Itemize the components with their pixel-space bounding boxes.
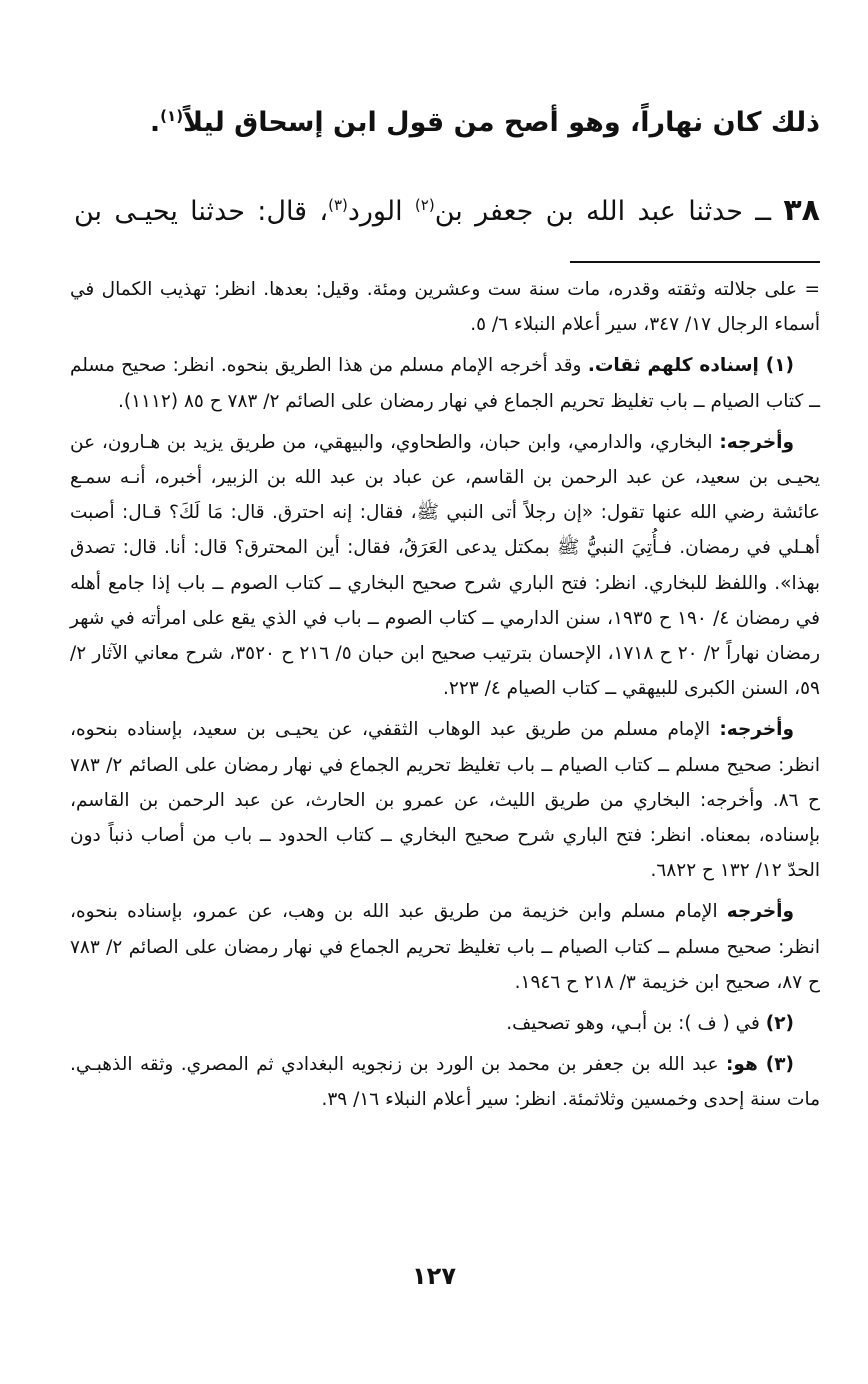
- footnote-ref-1: (١): [160, 107, 184, 125]
- footnote-continuation: = على جلالته وثقته وقدره، مات سنة ست وعشرين ومئة. وقيل: بعدها. انظر: تهذيب الكمال في أسماء الرجال ١٧/ ٣٤٧، سير أعلام النبلاء ٦/ ٥.: [70, 279, 820, 336]
- footnote-2: (٢) في ( ف ): بن أبـي، وهو تصحيف.: [506, 1013, 794, 1035]
- footnote-1-takhrij-c: وأخرجه الإمام مسلم وابن خزيمة من طريق عبد الله بن وهب، عن عمرو، بإسناده بنحوه، انظر: صحيح مسلم ــ كتاب الصيام ــ باب تغليظ تحريم الجماع في نهار رمضان على الصائم ٢/ ٧٨٣ ح ٨٧، صحيح ابن خزيمة ٣/ ٢١٨ ح ١٩٤٦.: [70, 901, 820, 993]
- footnotes-section: [70, 272, 820, 1124]
- footnote-1-takhrij-b: وأخرجه: الإمام مسلم من طريق عبد الوهاب الثقفي، عن يحيـى بن سعيد، بإسناده بنحوه، انظر: صحيح مسلم ــ كتاب الصيام ــ باب تغليظ تحريم الجماع في نهار رمضان على الصائم ٢/ ٧٨٣ ح ٨٦. وأخرجه: البخاري من طريق الليث، عن عمرو بن الحارث، عن عبد الرحمن بن القاسم، بإسناده، بمعناه. انظر: فتح الباري شرح صحيح البخاري ــ كتاب الحدود ــ باب من أصاب ذنباً دون الحدّ ١٢/ ١٣٢ ح ٦٨٢٢.: [70, 719, 820, 882]
- hadith-number: ٣٨: [783, 193, 820, 228]
- page-number: ١٢٧: [412, 1262, 456, 1290]
- main-text-period: .: [149, 107, 161, 138]
- footnote-separator: [570, 261, 820, 263]
- footnote-1: (١) إسناده كلهم ثقات. وقد أخرجه الإمام مسلم من هذا الطريق بنحوه. انظر: صحيح مسلم ــ كتاب الصيام ــ باب تغليظ تحريم الجماع في نهار رمضان على الصائم ٢/ ٧٨٣ ح ٨٥ (١١١٢).: [70, 355, 820, 412]
- hadith-text-a: ــ حدثنا عبد الله بن جعفر بن: [434, 196, 772, 227]
- hadith-38-opening: [74, 188, 820, 235]
- main-text-line-1: [74, 100, 820, 146]
- hadith-text-b: الورد: [347, 196, 415, 227]
- footnote-ref-2: (٢): [414, 196, 435, 214]
- main-text-sentence: ذلك كان نهاراً، وهو أصح من قول ابن إسحاق ليلاً: [183, 107, 820, 138]
- footnote-1-takhrij-a: وأخرجه: البخاري، والدارمي، وابن حبان، والطحاوي، والبيهقي، من طريق يزيد بن هـارون، عن يحيـى بن سعيد، عن عبد الرحمن بن القاسم، عن عباد بن عبد الله بن الزبير، أخبره، أنـه سمـع عائشة رضي الله عنها تقول: «إن رجلاً أتى النبي ﷺ، فقال: إنه احترق. قال: مَا لَكَ؟ قـال: أصبت أهـلي في رمضان. فـأُتِيَ النبيُّ ﷺ بمكتل يدعى العَرَقُ، فقال: أين المحترق؟ قال: أنا. قال: تصدق بهذا». واللفظ للبخاري. انظر: فتح الباري شرح صحيح البخاري ــ كتاب الصوم ــ باب إذا جامع أهله في رمضان ٤/ ١٩٠ ح ١٩٣٥، سنن الدارمي ــ كتاب الصوم ــ باب في الذي يقع على امرأته في شهر رمضان نهاراً ٢/ ٢٠ ح ١٧١٨، الإحسان بترتيب صحيح ابن حبان ٥/ ٢١٦ ح ٣٥٢٠، شرح معاني الآثار ٢/ ٥٩، السنن الكبرى للبيهقي ــ كتاب الصيام ٤/ ٢٢٣.: [70, 431, 821, 700]
- footnote-ref-3: (٣): [328, 196, 348, 214]
- footnote-3: (٣) هو: عبد الله بن جعفر بن محمد بن الورد بن زنجويه البغدادي ثم المصري. وثقه الذهبـي. مات سنة إحدى وخمسين وثلاثمئة. انظر: سير أعلام النبلاء ١٦/ ٣٩.: [70, 1054, 820, 1111]
- hadith-text-c: ، قال: حدثنا يحيـى بن: [74, 196, 329, 227]
